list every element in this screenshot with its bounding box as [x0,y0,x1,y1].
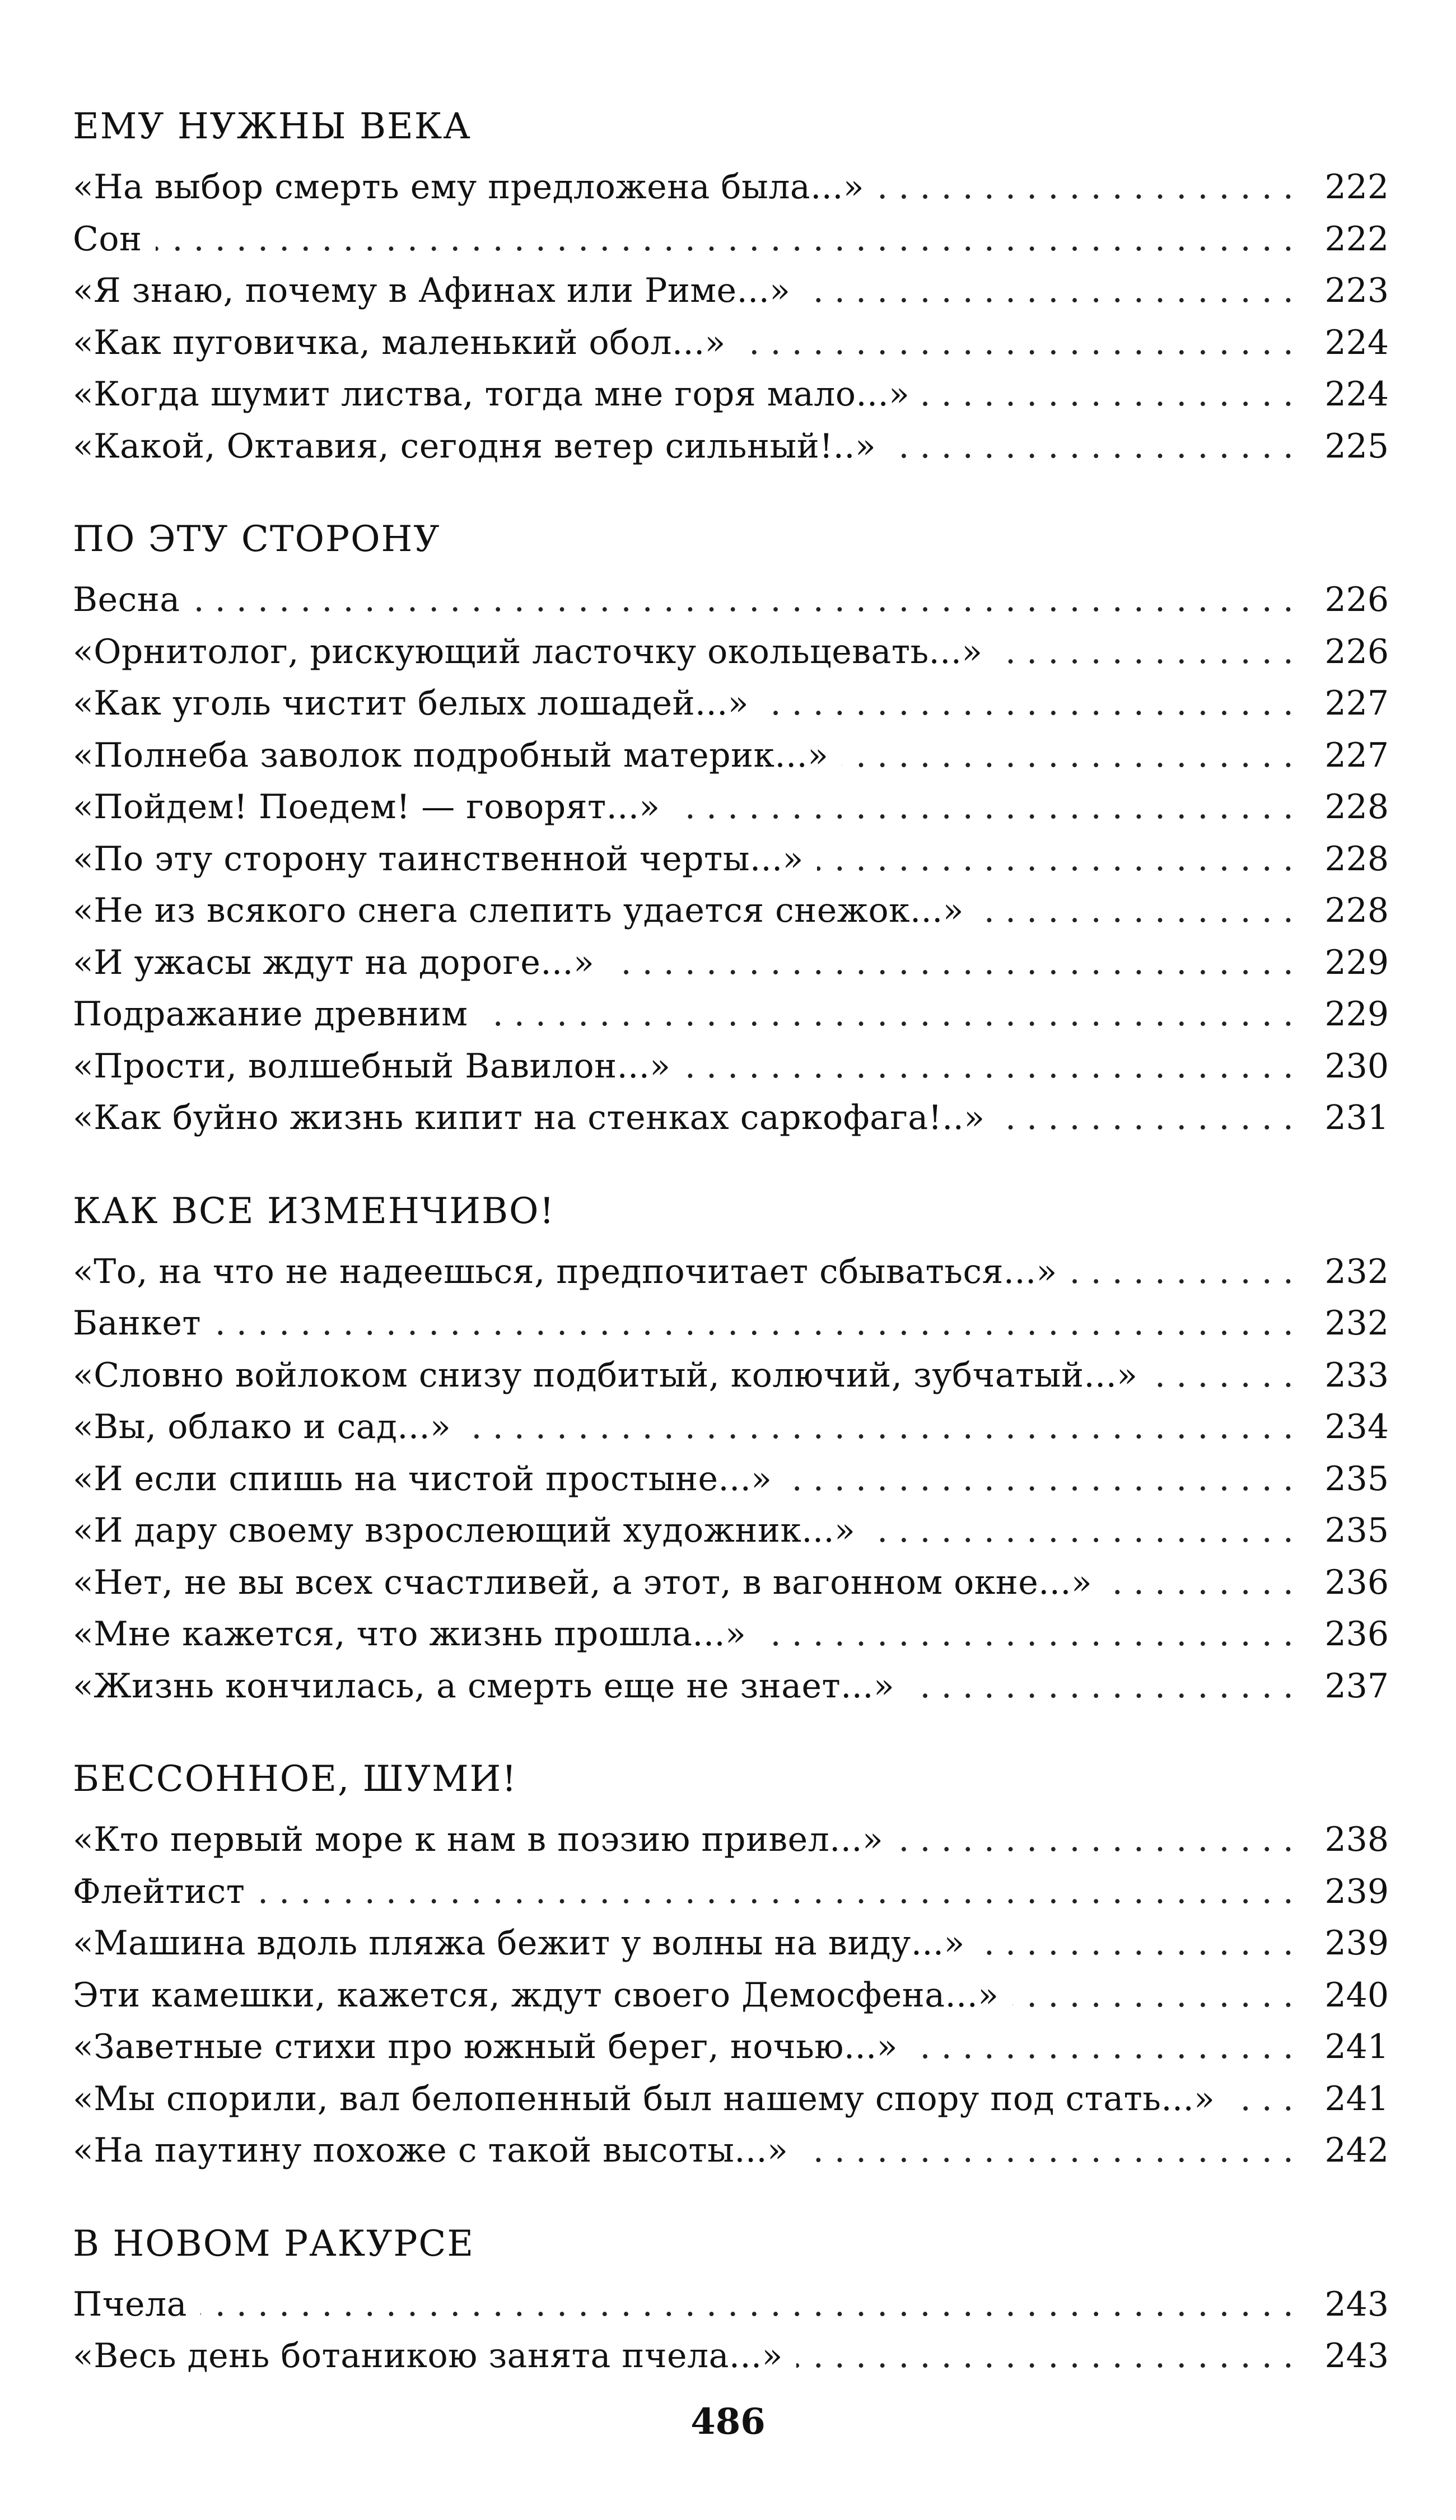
dot-leader [923,368,1294,421]
entry-title: «На паутину похоже с такой высоты...» [73,2131,788,2170]
entry-page-number: 229 [1324,995,1389,1034]
entry-title: «Кто первый море к нам в поэзию привел...» [73,1820,884,1859]
toc-entry [73,781,1389,833]
entry-title: Эти камешки, кажется, ждут своего Демосфена...» [73,1975,999,2015]
entry-title: «По эту сторону таинственной черты...» [73,839,804,879]
entry-title: Подражание древним [73,995,468,1034]
entry-page-number: 228 [1324,787,1389,827]
entry-page-number: 236 [1324,1614,1389,1654]
toc-entry [73,1814,1389,1866]
toc-entry [73,988,1389,1040]
dot-leader [1151,1350,1294,1402]
toc-entry [73,2125,1389,2177]
entry-title: «И дару своему взрослеющий художник...» [73,1511,856,1550]
dot-leader [796,2330,1294,2382]
dot-leader [878,161,1294,213]
toc-entry [73,2073,1389,2125]
entry-page-number: 235 [1324,1511,1389,1550]
dot-leader [1012,1970,1294,2022]
entry-page-number: 224 [1324,323,1389,362]
dot-leader [684,1040,1294,1093]
entry-title: «Заветные стихи про южный берег, ночью...» [73,2027,898,2066]
entry-page-number: 239 [1324,1872,1389,1911]
dot-leader [759,1608,1294,1660]
entry-title: Пчела [73,2284,187,2324]
dot-leader [978,1917,1294,1970]
toc-entry [73,1092,1389,1144]
dot-leader [193,574,1294,626]
entry-list [73,574,1389,1144]
dot-leader [869,1505,1294,1557]
toc-entry [73,161,1389,213]
dot-leader [258,1866,1294,1918]
entry-list [73,161,1389,472]
entry-page-number: 239 [1324,1924,1389,1963]
toc-entry [73,1505,1389,1557]
dot-leader [842,730,1294,782]
toc-entry [73,626,1389,678]
dot-leader [156,213,1294,265]
entry-page-number: 227 [1324,684,1389,723]
entry-title: «Пойдем! Поедем! — говорят...» [73,787,660,827]
entry-title: «Жизнь кончилась, а смерть еще не знает...» [73,1666,895,1706]
toc-entry [73,1660,1389,1712]
toc-entry [73,678,1389,730]
entry-title: «То, на что не надеешься, предпочитает сбываться...» [73,1252,1057,1291]
entry-title: «Как уголь чистит белых лошадей...» [73,684,749,723]
toc-entry [73,421,1389,473]
entry-title: «Весь день ботаникою занята пчела...» [73,2336,783,2376]
dot-leader [785,1453,1294,1505]
entry-page-number: 236 [1324,1562,1389,1602]
entry-title: «Я знаю, почему в Афинах или Риме...» [73,271,791,310]
toc-entry [73,1350,1389,1402]
entry-title: «И если спишь на чистой простыне...» [73,1459,772,1499]
dot-leader [889,421,1294,473]
section-title: В НОВОМ РАКУРСЕ [73,2223,475,2265]
section-title: КАК ВСЕ ИЗМЕНЧИВО! [73,1190,556,1232]
toc-section [73,1186,1389,1712]
toc-entry [73,2330,1389,2382]
entry-title: «Как пуговичка, маленький обол...» [73,323,726,362]
entry-page-number: 229 [1324,942,1389,982]
dot-leader [998,1092,1294,1144]
toc-entry [73,1040,1389,1093]
entry-title: «Мне кажется, что жизнь прошла...» [73,1614,746,1654]
entry-page-number: 241 [1324,2079,1389,2118]
entry-list [73,1246,1389,1712]
entry-page-number: 241 [1324,2027,1389,2066]
entry-page-number: 228 [1324,891,1389,930]
entry-page-number: 238 [1324,1820,1389,1859]
entry-list [73,2279,1389,2382]
entry-title: «Как буйно жизнь кипит на стенках саркофага!..» [73,1098,985,1137]
dot-leader [674,781,1294,833]
entry-page-number: 235 [1324,1459,1389,1499]
entry-title: «Мы спорили, вал белопенный был нашему спору под стать...» [73,2079,1215,2118]
entry-page-number: 222 [1324,167,1389,207]
page-number: 486 [690,2401,766,2443]
dot-leader [739,317,1294,369]
dot-leader [897,1814,1294,1866]
toc-entry [73,1298,1389,1350]
section-title: ЕМУ НУЖНЫ ВЕКА [73,106,472,147]
toc-entry [73,1917,1389,1970]
entry-title: «Когда шумит листва, тогда мне горя мало...» [73,375,910,414]
entry-title: «Прости, волшебный Вавилон...» [73,1046,671,1086]
dot-leader [1071,1246,1294,1298]
toc-entry [73,574,1389,626]
toc-entry [73,1608,1389,1660]
toc-entry [73,1970,1389,2022]
section-title: ПО ЭТУ СТОРОНУ [73,519,441,560]
toc-entry [73,1246,1389,1298]
dot-leader [977,885,1294,937]
entry-title: Банкет [73,1304,202,1343]
toc-entry [73,2021,1389,2073]
entry-page-number: 226 [1324,632,1389,671]
toc-entry [73,368,1389,421]
dot-leader [1228,2073,1294,2125]
entry-title: «Вы, облако и сад...» [73,1407,451,1446]
dot-leader [908,1660,1294,1712]
dot-leader [608,937,1294,989]
entry-page-number: 227 [1324,735,1389,775]
toc-section [73,101,1389,472]
toc-entry [73,1401,1389,1453]
toc-section [73,514,1389,1144]
toc-entry [73,730,1389,782]
entry-title: «Полнеба заволок подробный материк...» [73,735,829,775]
toc-entry [73,1453,1389,1505]
entry-page-number: 231 [1324,1098,1389,1137]
entry-page-number: 242 [1324,2131,1389,2170]
toc-entry [73,1557,1389,1609]
toc-entry [73,317,1389,369]
entry-title: «Словно войлоком снизу подбитый, колючий, зубчатый...» [73,1355,1138,1395]
dot-leader [801,2125,1294,2177]
dot-leader [911,2021,1294,2073]
section-title: БЕССОННОЕ, ШУМИ! [73,1758,517,1800]
entry-page-number: 226 [1324,580,1389,619]
dot-leader [996,626,1294,678]
entry-title: «Нет, не вы всех счастливей, а этот, в вагонном окне...» [73,1562,1093,1602]
entry-page-number: 234 [1324,1407,1389,1446]
dot-leader [200,2279,1294,2331]
entry-page-number: 243 [1324,2336,1389,2376]
entry-title: «Орнитолог, рискующий ласточку окольцевать...» [73,632,983,671]
toc-entry [73,1866,1389,1918]
dot-leader [481,988,1294,1040]
entry-list [73,1814,1389,2177]
entry-page-number: 222 [1324,219,1389,259]
toc-entry [73,833,1389,885]
toc-entry [73,885,1389,937]
entry-page-number: 230 [1324,1046,1389,1086]
entry-page-number: 225 [1324,426,1389,466]
entry-title: «И ужасы ждут на дороге...» [73,942,595,982]
toc-section [73,1753,1389,2177]
dot-leader [804,265,1294,317]
entry-page-number: 232 [1324,1304,1389,1343]
entry-page-number: 224 [1324,375,1389,414]
entry-title: «Машина вдоль пляжа бежит у волны на виду...» [73,1924,965,1963]
entry-title: «Не из всякого снега слепить удается снежок...» [73,891,964,930]
entry-title: Весна [73,580,180,619]
entry-page-number: 233 [1324,1355,1389,1395]
entry-page-number: 228 [1324,839,1389,879]
entry-title: «На выбор смерть ему предложена была...» [73,167,865,207]
entry-page-number: 243 [1324,2284,1389,2324]
entry-title: «Какой, Октавия, сегодня ветер сильный!..» [73,426,876,466]
entry-title: Флейтист [73,1872,245,1911]
dot-leader [817,833,1294,885]
toc-entry [73,265,1389,317]
dot-leader [214,1298,1294,1350]
entry-page-number: 223 [1324,271,1389,310]
toc-entry [73,213,1389,265]
dot-leader [1105,1557,1294,1609]
entry-page-number: 240 [1324,1975,1389,2015]
dot-leader [464,1401,1294,1453]
dot-leader [762,678,1294,730]
toc-entry [73,2279,1389,2331]
entry-page-number: 237 [1324,1666,1389,1706]
entry-title: Сон [73,219,142,259]
table-of-contents [73,101,1389,2424]
toc-entry [73,937,1389,989]
toc-section [73,2218,1389,2382]
entry-page-number: 232 [1324,1252,1389,1291]
